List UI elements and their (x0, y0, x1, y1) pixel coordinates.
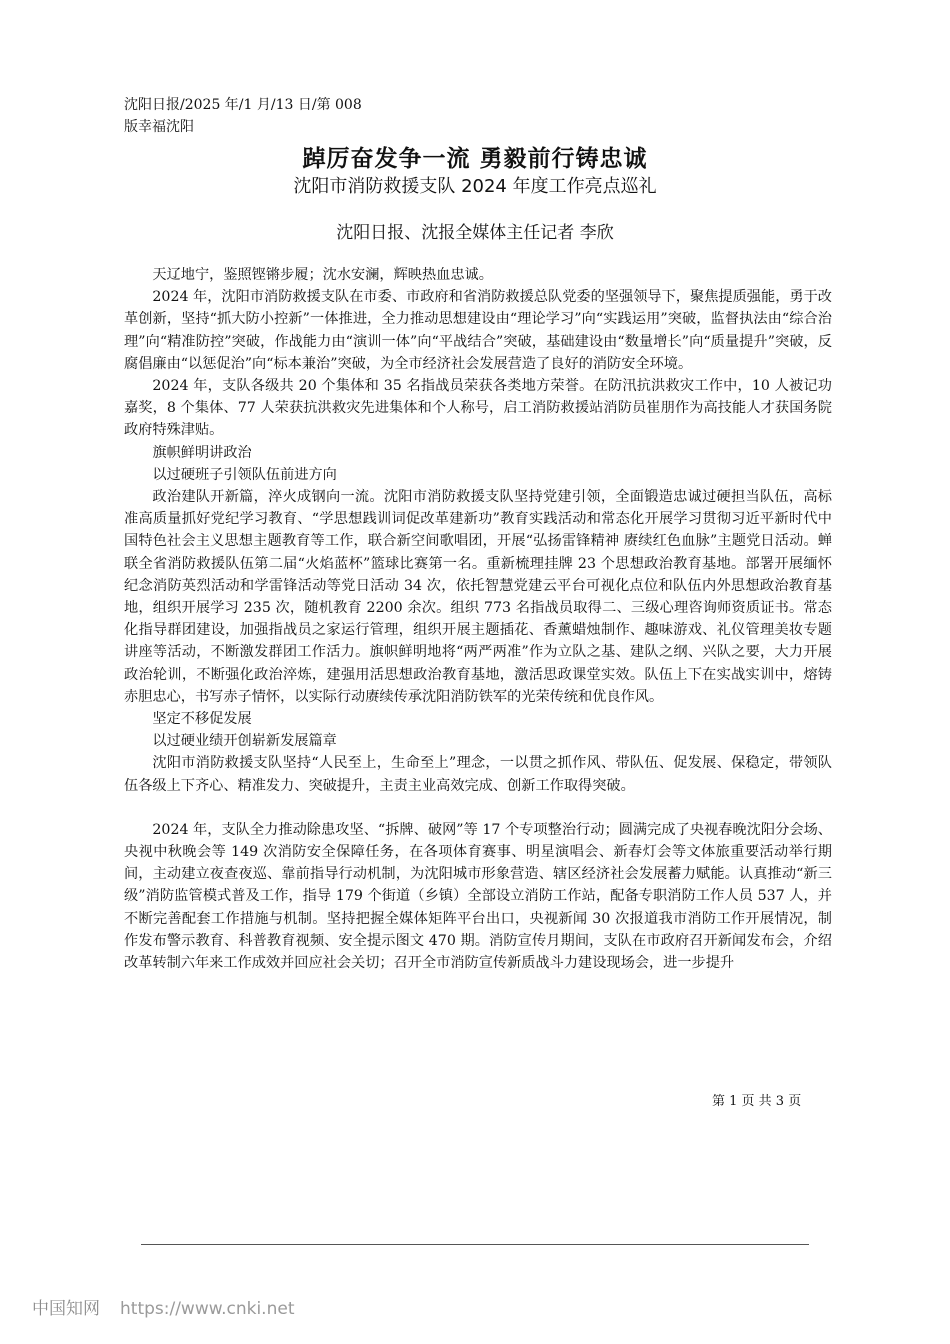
source-info (124, 94, 524, 138)
watermark-url: https://www.cnki.net (120, 1299, 295, 1319)
paragraph: 政治建队开新篇，淬火成钢向一流。沈阳市消防救援支队坚持党建引领，全面锻造忠诚过硬担当队伍，高标准高质量抓好党纪学习教育、“学思想践训词促改革建新功”教育实践活动和常态化开展学习贯彻习近平新时代中国特色社会主义思想主题教育等工作，联合新空间歌唱团，开展“弘扬雷锋精神 赓续红色血脉”主题党日活动。蝉联全省消防救援队伍第二届“火焰蓝杯”篮球比赛第一名。重新梳理挂牌 23 个思想政治教育基地。部署开展缅怀纪念消防英烈活动和学雷锋活动等党日活动 34 次，依托智慧党建云平台可视化点位和队伍内外思想政治教育基地，组织开展学习 235 次，随机教育 2200 余次。组织 773 名指战员取得二、三级心理咨询师资质证书。常态化指导群团建设，加强指战员之家运行管理，组织开展主题插花、香薰蜡烛制作、趣味游戏、礼仪管理美妆专题讲座等活动，不断激发群团工作活力。旗帜鲜明地将“两严两准”作为立队之基、建队之纲、兴队之要，大力开展政治轮训，不断强化政治淬炼，建强用活思想政治教育基地，激活思政课堂实效。队伍上下在实战实训中，熔铸赤胆忠心，书写赤子情怀，以实际行动赓续传承沈阳消防铁军的光荣传统和优良作风。 (124, 489, 832, 705)
section-subheading: 以过硬班子引领队伍前进方向 (152, 466, 337, 483)
paragraph: 2024 年，支队各级共 20 个集体和 35 名指战员荣获各类地方荣誉。在防汛抗洪救灾工作中，10 人被记功嘉奖，8 个集体、77 人荣获抗洪救灾先进集体和个人称号，启工消防救援站消防员崔朋作为高技能人才获国务院政府特殊津贴。 (124, 378, 832, 439)
article-title: 踔厉奋发争一流 勇毅前行铸忠诚 (302, 146, 648, 172)
article-byline: 沈阳日报、沈报全媒体主任记者 李欣 (336, 223, 614, 243)
page-indicator: 第 1 页 共 3 页 (712, 1094, 802, 1109)
watermark-name: 中国知网 (32, 1299, 100, 1319)
article-subtitle: 沈阳市消防救援支队 2024 年度工作亮点巡礼 (293, 176, 657, 197)
paragraph: 沈阳市消防救援支队坚持“人民至上，生命至上”理念，一以贯之抓作风、带队伍、促发展、保稳定，带领队伍各级上下齐心、精准发力、突破提升，主责主业高效完成、创新工作取得突破。 (124, 755, 832, 794)
section-heading: 旗帜鲜明讲政治 (152, 444, 252, 461)
source-line-2: 版幸福沈阳 (124, 119, 194, 135)
paragraph: 天辽地宁，鉴照铿锵步履；沈水安澜，辉映热血忠诚。 (152, 267, 493, 283)
paragraph: 2024 年，沈阳市消防救援支队在市委、市政府和省消防救援总队党委的坚强领导下，聚焦提质强能，勇于改革创新，坚持“抓大防小控新”一体推进，全力推动思想建设由“理论学习”向“实践运用”突破，监督执法由“综合治理”向“精准防控”突破，作战能力由“演训一体”向“平战结合”突破，基础建设由“数量增长”向“质量提升”突破，反腐倡廉由“以惩促治”向“标本兼治”突破，为全市经济社会发展营造了良好的消防安全环境。 (124, 289, 832, 372)
source-line-1: 沈阳日报/2025 年/1 月/13 日/第 008 (124, 97, 362, 113)
section-heading: 坚定不移促发展 (152, 711, 252, 728)
footer-divider (141, 1244, 809, 1245)
paragraph: 2024 年，支队全力推动除患攻坚、“拆牌、破网”等 17 个专项整治行动；圆满完成了央视春晚沈阳分会场、央视中秋晚会等 149 次消防安全保障任务，在各项体育赛事、明星演唱会、新春灯会等文体旅重要活动举行期间，主动建立夜查夜巡、靠前指导行动机制，为沈阳城市形象营造、辖区经济社会发展蓄力赋能。认真推动“新三级”消防监管模式普及工作，指导 179 个街道（乡镇）全部设立消防工作站，配备专职消防工作人员 537 人，并不断完善配套工作措施与机制。坚持把握全媒体矩阵平台出口，央视新闻 30 次报道我市消防工作开展情况，制作发布警示教育、科普教育视频、安全提示图文 470 期。消防宣传月期间，支队在市政府召开新闻发布会，介绍改革转制六年来工作成效并回应社会关切；召开全市消防宣传新质战斗力建设现场会，进一步提升 (124, 821, 832, 972)
section-subheading: 以过硬业绩开创崭新发展篇章 (152, 733, 337, 750)
watermark (32, 1294, 294, 1319)
article-body (124, 264, 832, 974)
